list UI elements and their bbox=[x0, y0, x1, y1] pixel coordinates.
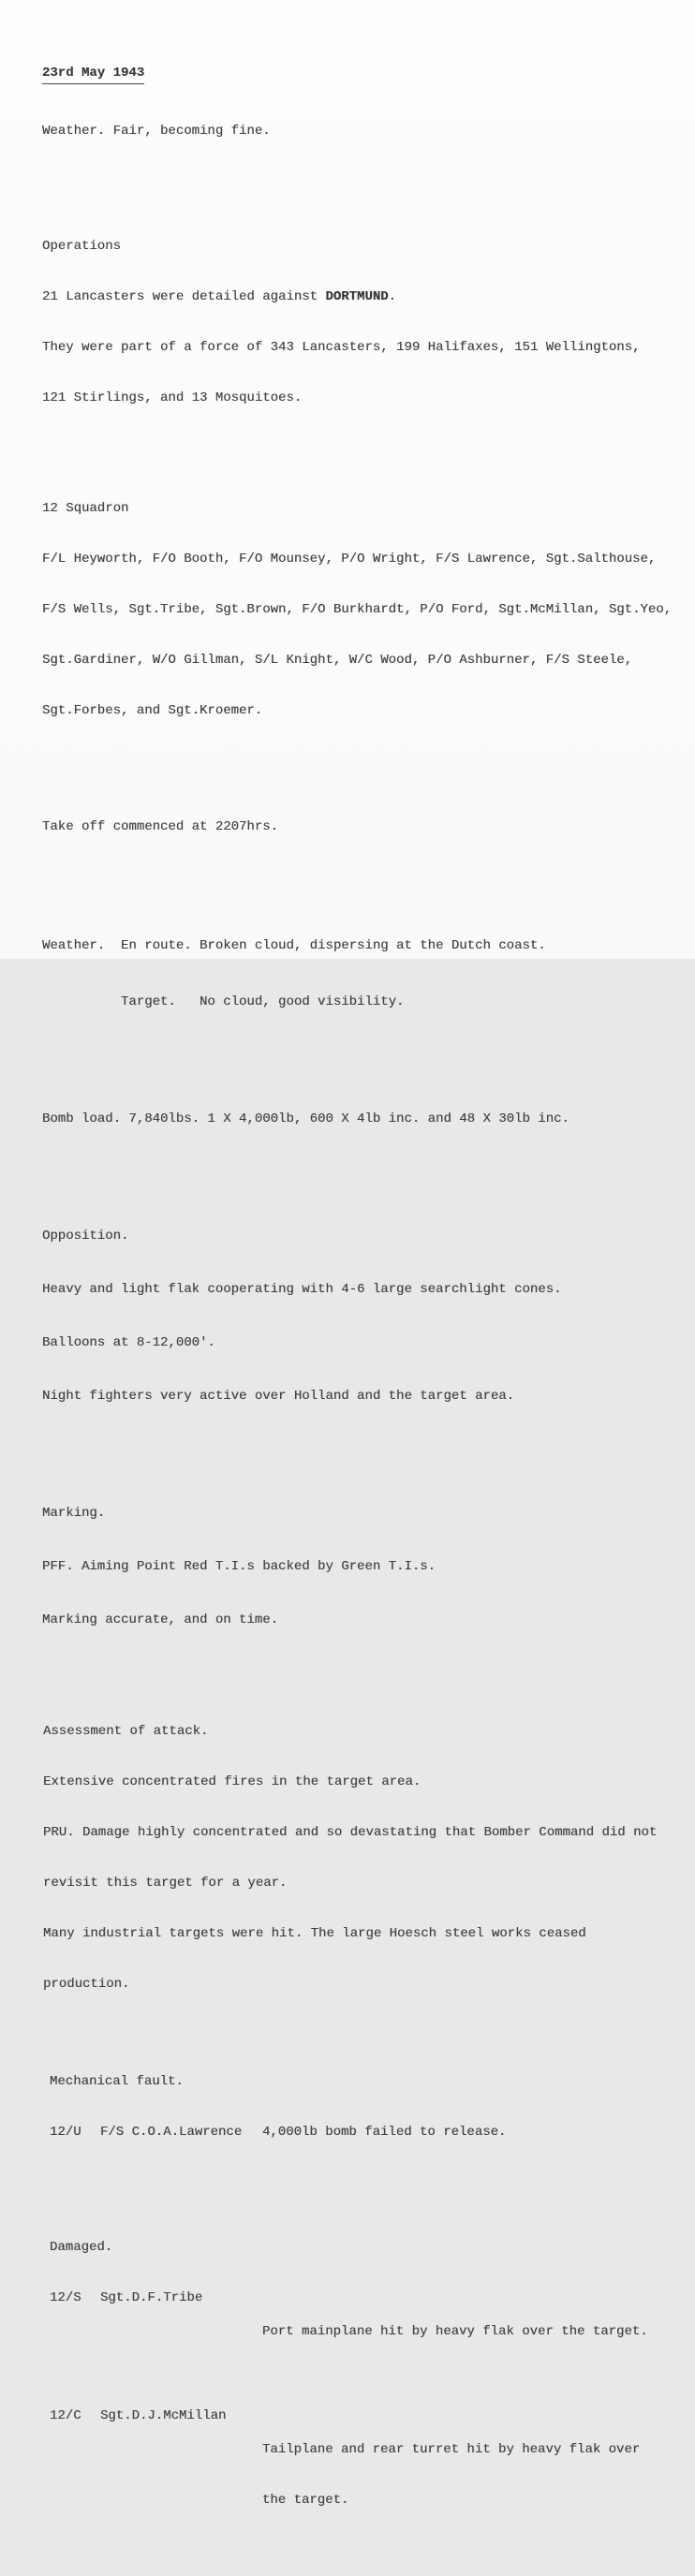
section-assessment bbox=[43, 1689, 695, 2026]
date-heading: 23rd May 1943 bbox=[42, 64, 144, 84]
weather-enroute-line: Weather. En route. Broken cloud, dispersing at the Dutch coast. bbox=[42, 938, 546, 953]
opposition-title: Opposition. bbox=[42, 1229, 129, 1244]
opposition-line: Night fighters very active over Holland and the target area. bbox=[42, 1389, 515, 1404]
damaged-title: Damaged. bbox=[50, 2240, 113, 2255]
aircraft-code: 12/U bbox=[50, 2125, 81, 2140]
weather-summary: Weather. Fair, becoming fine. bbox=[42, 124, 271, 139]
crew-line: Sgt.Gardiner, W/O Gillman, S/L Knight, W/C Wood, P/O Ashburner, F/S Steele, bbox=[42, 653, 633, 668]
section-mechanical-fault bbox=[50, 2039, 695, 2174]
section-header bbox=[42, 26, 695, 178]
damage-note bbox=[262, 2289, 695, 2374]
captain-name: F/S C.O.A.Lawrence bbox=[100, 2125, 243, 2140]
takeoff-line: Take off commenced at 2207hrs. bbox=[42, 819, 279, 834]
damage-note-line: Port mainplane hit by heavy flak over the target. bbox=[262, 2324, 648, 2339]
section-operations bbox=[42, 204, 695, 440]
operations-detailed-line bbox=[42, 288, 695, 305]
force-line: They were part of a force of 343 Lancasters, 199 Halifaxes, 151 Wellingtons, bbox=[42, 340, 641, 355]
section-squadron bbox=[42, 466, 695, 753]
opposition-line: Balloons at 8-12,000'. bbox=[42, 1335, 215, 1350]
section-marking bbox=[42, 1469, 695, 1665]
damage-note bbox=[262, 2407, 695, 2542]
marking-line: PFF. Aiming Point Red T.I.s backed by Green T.I.s. bbox=[42, 1559, 436, 1574]
mechanical-fault-title: Mechanical fault. bbox=[50, 2074, 184, 2089]
assessment-title: Assessment of attack. bbox=[43, 1724, 209, 1739]
date-heading-line bbox=[42, 64, 695, 84]
detailed-pre: 21 Lancasters were detailed against bbox=[42, 289, 326, 304]
crew-line: F/L Heyworth, F/O Booth, F/O Mounsey, P/O Wright, F/S Lawrence, Sgt.Salthouse, bbox=[42, 552, 657, 567]
marking-title: Marking. bbox=[42, 1506, 106, 1521]
table-row bbox=[50, 2407, 695, 2542]
section-bomb-load bbox=[42, 1077, 695, 1161]
marking-line: Marking accurate, and on time. bbox=[42, 1612, 279, 1627]
weather-target-line: Target. No cloud, good visibility. bbox=[42, 994, 405, 1009]
detailed-post: . bbox=[388, 289, 397, 304]
assessment-line: PRU. Damage highly concentrated and so devastating that Bomber Command did not bbox=[43, 1825, 658, 1840]
operations-title: Operations bbox=[42, 239, 122, 254]
assessment-line: production. bbox=[43, 1977, 130, 1992]
assessment-line: revisit this target for a year. bbox=[43, 1876, 288, 1891]
aircraft-code: 12/C bbox=[50, 2408, 81, 2423]
crew-line: Sgt.Forbes, and Sgt.Kroemer. bbox=[42, 703, 263, 718]
assessment-line: Extensive concentrated fires in the target area. bbox=[43, 1774, 421, 1789]
captain-name: Sgt.D.F.Tribe bbox=[100, 2290, 203, 2305]
aircraft-code: 12/S bbox=[50, 2290, 81, 2305]
force-line: 121 Stirlings, and 13 Mosquitoes. bbox=[42, 390, 303, 405]
assessment-line: Many industrial targets were hit. The large Hoesch steel works ceased bbox=[43, 1926, 586, 1941]
bomb-load-line: Bomb load. 7,840lbs. 1 X 4,000lb, 600 X 4lb inc. and 48 X 30lb inc. bbox=[42, 1111, 569, 1126]
damage-note-line: Tailplane and rear turret hit by heavy flak over bbox=[262, 2442, 641, 2457]
section-damaged bbox=[50, 2205, 695, 2576]
fault-note: 4,000lb bomb failed to release. bbox=[262, 2125, 507, 2140]
crew-line: F/S Wells, Sgt.Tribe, Sgt.Brown, F/O Burkhardt, P/O Ford, Sgt.McMillan, Sgt.Yeo, bbox=[42, 602, 673, 617]
squadron-title: 12 Squadron bbox=[42, 501, 129, 516]
section-weather-report bbox=[42, 899, 695, 1049]
table-row bbox=[50, 2124, 695, 2141]
table-row bbox=[50, 2289, 695, 2374]
section-takeoff bbox=[42, 785, 695, 869]
opposition-line: Heavy and light flak cooperating with 4-6 large searchlight cones. bbox=[42, 1282, 562, 1297]
captain-name: Sgt.D.J.McMillan bbox=[100, 2408, 227, 2423]
section-opposition bbox=[42, 1192, 695, 1441]
damage-note-line: the target. bbox=[262, 2493, 349, 2508]
target-name: DORTMUND bbox=[325, 289, 389, 304]
